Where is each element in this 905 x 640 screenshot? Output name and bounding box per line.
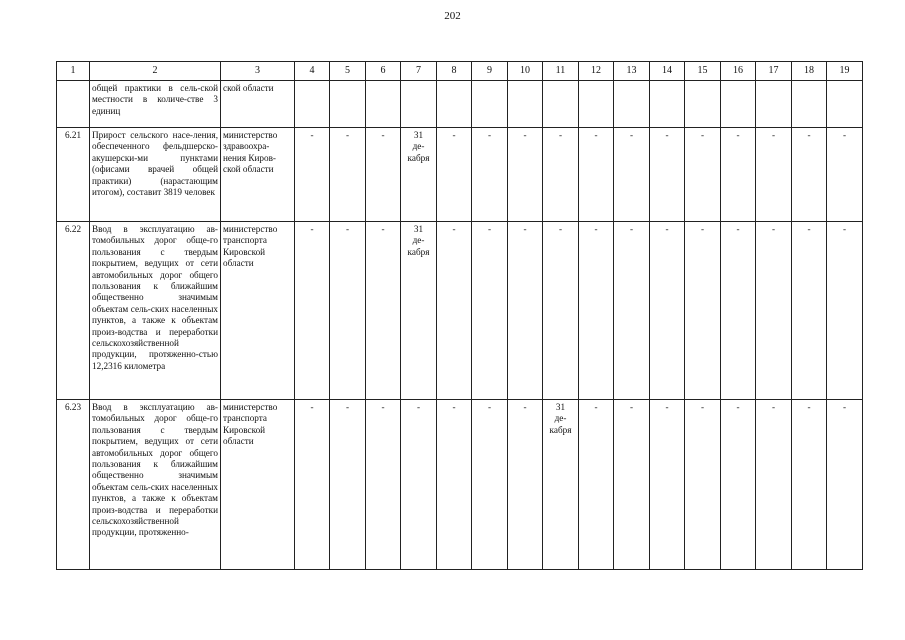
deadline-text: 31 xyxy=(555,402,566,412)
period-cell-15: - xyxy=(685,222,721,400)
period-cell-19: - xyxy=(827,400,863,570)
period-cell-5 xyxy=(330,81,366,128)
period-cell-5: - xyxy=(330,222,366,400)
deadline-text: 31 xyxy=(413,130,424,140)
period-cell-10 xyxy=(508,81,543,128)
period-cell-15: - xyxy=(685,400,721,570)
period-cell-9: - xyxy=(472,128,508,222)
period-cell-7 xyxy=(401,81,437,128)
column-header-16: 16 xyxy=(721,62,756,81)
period-cell-16 xyxy=(721,81,756,128)
period-cell-13: - xyxy=(614,400,650,570)
period-cell-8: - xyxy=(437,400,472,570)
period-cell-10: - xyxy=(508,128,543,222)
responsible-executor: ской области xyxy=(221,81,295,128)
period-cell-4: - xyxy=(295,400,330,570)
period-cell-8: - xyxy=(437,222,472,400)
period-cell-4: - xyxy=(295,128,330,222)
period-cell-11: - xyxy=(543,222,579,400)
period-cell-19: - xyxy=(827,222,863,400)
table-row xyxy=(57,128,863,222)
column-header-17: 17 xyxy=(756,62,792,81)
row-number: 6.21 xyxy=(57,128,90,222)
period-cell-14: - xyxy=(650,128,685,222)
column-header-6: 6 xyxy=(366,62,401,81)
row-number xyxy=(57,81,90,128)
responsible-executor: министерство транспорта Кировской области xyxy=(221,222,295,400)
deadline-text: де- xyxy=(412,141,425,152)
period-cell-14: - xyxy=(650,400,685,570)
responsible-executor: министерство транспорта Кировской области xyxy=(221,400,295,570)
period-cell-6: - xyxy=(366,400,401,570)
period-cell-6: - xyxy=(366,128,401,222)
period-cell-15: - xyxy=(685,128,721,222)
period-cell-8 xyxy=(437,81,472,128)
indicator-description: Ввод в эксплуатацию ав-томобильных дорог обще-го пользования с твердым покрытием, ведущих от сети автомобильных дорог общего пользования к ближайшим общественно значимым объектам сель-ских населенных пунктов, а также к объектам произ-водства и переработки сельскохозяйственной продукции, протяженно-стью 12,2316 километра xyxy=(90,222,221,400)
period-cell-9: - xyxy=(472,400,508,570)
period-cell-12: - xyxy=(579,128,614,222)
column-header-8: 8 xyxy=(437,62,472,81)
period-cell-13 xyxy=(614,81,650,128)
page-number: 202 xyxy=(444,10,461,22)
period-cell-18 xyxy=(792,81,827,128)
period-cell-19: - xyxy=(827,128,863,222)
column-header-3: 3 xyxy=(221,62,295,81)
period-cell-14: - xyxy=(650,222,685,400)
column-header-10: 10 xyxy=(508,62,543,81)
period-cell-16: - xyxy=(721,128,756,222)
column-header-2: 2 xyxy=(90,62,221,81)
period-cell-14 xyxy=(650,81,685,128)
deadline-cell xyxy=(401,222,437,400)
column-header-14: 14 xyxy=(650,62,685,81)
period-cell-17 xyxy=(756,81,792,128)
table-row xyxy=(57,222,863,400)
period-cell-5: - xyxy=(330,128,366,222)
period-cell-17: - xyxy=(756,400,792,570)
period-cell-18: - xyxy=(792,400,827,570)
period-cell-18: - xyxy=(792,222,827,400)
column-header-7: 7 xyxy=(401,62,437,81)
period-cell-17: - xyxy=(756,222,792,400)
period-cell-10: - xyxy=(508,222,543,400)
period-cell-11: - xyxy=(543,128,579,222)
row-number: 6.23 xyxy=(57,400,90,570)
indicator-description: общей практики в сель-ской местности в количе-стве 3 единиц xyxy=(90,81,221,128)
column-header-12: 12 xyxy=(579,62,614,81)
column-header-9: 9 xyxy=(472,62,508,81)
deadline-text: кабря xyxy=(407,152,430,163)
period-cell-12: - xyxy=(579,400,614,570)
row-number: 6.22 xyxy=(57,222,90,400)
period-cell-13: - xyxy=(614,222,650,400)
period-cell-11 xyxy=(543,81,579,128)
period-cell-5: - xyxy=(330,400,366,570)
deadline-text: кабря xyxy=(407,246,430,257)
period-cell-6 xyxy=(366,81,401,128)
period-cell-13: - xyxy=(614,128,650,222)
deadline-cell xyxy=(401,128,437,222)
period-cell-18: - xyxy=(792,128,827,222)
column-header-1: 1 xyxy=(57,62,90,81)
period-cell-4 xyxy=(295,81,330,128)
period-cell-19 xyxy=(827,81,863,128)
column-header-4: 4 xyxy=(295,62,330,81)
period-cell-12 xyxy=(579,81,614,128)
period-cell-6: - xyxy=(366,222,401,400)
period-cell-4: - xyxy=(295,222,330,400)
header-row xyxy=(57,62,863,81)
column-header-15: 15 xyxy=(685,62,721,81)
period-cell-8: - xyxy=(437,128,472,222)
column-header-18: 18 xyxy=(792,62,827,81)
column-header-5: 5 xyxy=(330,62,366,81)
period-cell-15 xyxy=(685,81,721,128)
deadline-text: кабря xyxy=(549,424,572,435)
deadline-text: де- xyxy=(412,235,425,246)
indicator-description: Прирост сельского насе-ления, обеспеченного фельдшерско-акушерски-ми пунктами (офисами врачей общей практики) (нарастающим итогом), составит 3819 человек xyxy=(90,128,221,222)
period-cell-17: - xyxy=(756,128,792,222)
period-cell-12: - xyxy=(579,222,614,400)
period-cell-7: - xyxy=(401,400,437,570)
deadline-text: 31 xyxy=(413,224,424,234)
responsible-executor: министерство здравоохра-нения Киров-ской области xyxy=(221,128,295,222)
period-cell-16: - xyxy=(721,222,756,400)
column-header-19: 19 xyxy=(827,62,863,81)
period-cell-9: - xyxy=(472,222,508,400)
plan-table xyxy=(56,61,863,570)
period-cell-10: - xyxy=(508,400,543,570)
table-row xyxy=(57,400,863,570)
deadline-text: де- xyxy=(554,413,567,424)
deadline-cell xyxy=(543,400,579,570)
table-row xyxy=(57,81,863,128)
period-cell-16: - xyxy=(721,400,756,570)
indicator-description: Ввод в эксплуатацию ав-томобильных дорог обще-го пользования с твердым покрытием, ведущих от сети автомобильных дорог общего пользования к ближайшим общественно значимым объектам сель-ских населенных пунктов, а также к объектам произ-водства и переработки сельскохозяйственной продукции, протяженно- xyxy=(90,400,221,570)
period-cell-9 xyxy=(472,81,508,128)
column-header-11: 11 xyxy=(543,62,579,81)
column-header-13: 13 xyxy=(614,62,650,81)
